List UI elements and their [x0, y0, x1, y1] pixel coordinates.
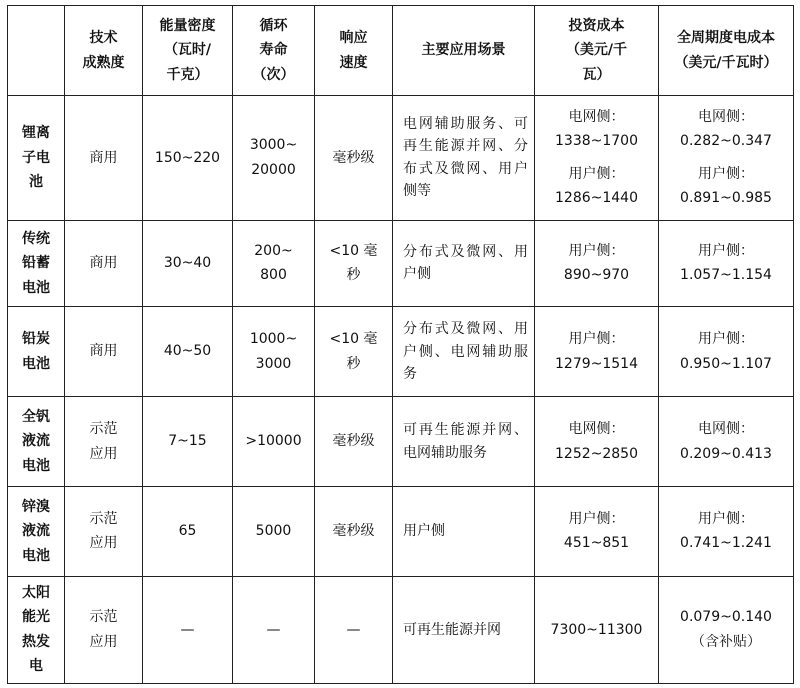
table-row [8, 96, 794, 221]
investment-cost-cell [535, 576, 659, 683]
column-header-1: 技术 成熟度 [65, 6, 143, 96]
energy-density-cell: 7~15 [143, 397, 233, 487]
response-speed-cell: — [315, 576, 393, 683]
maturity-cell: 商用 [65, 96, 143, 221]
cycle-life-cell: 5000 [233, 486, 315, 576]
lcoe-cell [659, 576, 794, 683]
column-header-6: 投资成本 （美元/千 瓦） [535, 6, 659, 96]
application-scenario-cell: 分布式及微网、用户侧 [393, 220, 535, 307]
investment-cost-cell [535, 220, 659, 307]
investment-value: 电网侧： 1338~1700 [555, 108, 638, 150]
investment-value: 用户侧： 1279~1514 [555, 331, 638, 372]
maturity-cell: 商用 [65, 220, 143, 307]
lcoe-value: 用户侧： 0.741~1.241 [680, 510, 772, 552]
table-row [8, 307, 794, 397]
lcoe-value: 用户侧： 1.057~1.154 [680, 242, 772, 284]
technology-name-cell: 锌溴 液流 电池 [8, 486, 65, 576]
energy-density-cell: 40~50 [143, 307, 233, 397]
maturity-cell: 示范 应用 [65, 486, 143, 576]
column-header-0 [8, 6, 65, 96]
cycle-life-cell: 3000~ 20000 [233, 96, 315, 221]
application-scenario-cell: 可再生能源并网 [393, 576, 535, 683]
table-row [8, 486, 794, 576]
column-header-5: 主要应用场景 [393, 6, 535, 96]
response-speed-cell: 毫秒级 [315, 397, 393, 487]
investment-cost-cell [535, 96, 659, 221]
lcoe-value: 电网侧： 0.282~0.347 [680, 108, 772, 150]
technology-name-cell: 传统 铅蓄 电池 [8, 220, 65, 307]
lcoe-value: 用户侧： 0.950~1.107 [680, 331, 772, 372]
response-speed-cell: <10 毫 秒 [315, 220, 393, 307]
lcoe-cell [659, 397, 794, 487]
storage-comparison-table [7, 5, 794, 684]
investment-value: 电网侧： 1252~2850 [555, 421, 638, 462]
energy-density-cell: 150~220 [143, 96, 233, 221]
table-row [8, 576, 794, 683]
lcoe-value: 0.079~0.140 （含补贴） [680, 609, 772, 650]
application-scenario-cell: 用户侧 [393, 486, 535, 576]
investment-cost-cell [535, 486, 659, 576]
investment-value: 7300~11300 [550, 621, 643, 638]
maturity-cell: 商用 [65, 307, 143, 397]
response-speed-cell: <10 毫 秒 [315, 307, 393, 397]
table-body [8, 96, 794, 684]
technology-name-cell: 太阳 能光 热发 电 [8, 576, 65, 683]
column-header-2: 能量密度 （瓦时/ 千克） [143, 6, 233, 96]
table-row [8, 220, 794, 307]
technology-name-cell: 锂离 子电 池 [8, 96, 65, 221]
lcoe-cell [659, 96, 794, 221]
investment-cost-cell [535, 307, 659, 397]
cycle-life-cell: 200~ 800 [233, 220, 315, 307]
maturity-cell: 示范 应用 [65, 576, 143, 683]
lcoe-value: 电网侧： 0.209~0.413 [680, 421, 772, 462]
energy-density-cell: 30~40 [143, 220, 233, 307]
column-header-7: 全周期度电成本 （美元/千瓦时） [659, 6, 794, 96]
column-header-3: 循环 寿命 （次） [233, 6, 315, 96]
cycle-life-cell: — [233, 576, 315, 683]
technology-name-cell: 铅炭 电池 [8, 307, 65, 397]
maturity-cell: 示范 应用 [65, 397, 143, 487]
investment-value: 用户侧： 451~851 [563, 510, 630, 552]
column-header-4: 响应 速度 [315, 6, 393, 96]
cycle-life-cell: >10000 [233, 397, 315, 487]
lcoe-cell [659, 307, 794, 397]
investment-cost-cell [535, 397, 659, 487]
energy-density-cell: 65 [143, 486, 233, 576]
application-scenario-cell: 电网辅助服务、可再生能源并网、分布式及微网、用户侧等 [393, 96, 535, 221]
response-speed-cell: 毫秒级 [315, 486, 393, 576]
lcoe-cell [659, 486, 794, 576]
lcoe-cell [659, 220, 794, 307]
investment-value: 用户侧： 1286~1440 [555, 165, 638, 207]
header-row [8, 6, 794, 96]
application-scenario-cell: 分布式及微网、用户侧、电网辅助服务 [393, 307, 535, 397]
energy-density-cell: — [143, 576, 233, 683]
investment-value: 用户侧： 890~970 [563, 242, 630, 284]
application-scenario-cell: 可再生能源并网、电网辅助服务 [393, 397, 535, 487]
cycle-life-cell: 1000~ 3000 [233, 307, 315, 397]
lcoe-value: 用户侧： 0.891~0.985 [680, 165, 772, 207]
response-speed-cell: 毫秒级 [315, 96, 393, 221]
technology-name-cell: 全钒 液流 电池 [8, 397, 65, 487]
table-row [8, 397, 794, 487]
